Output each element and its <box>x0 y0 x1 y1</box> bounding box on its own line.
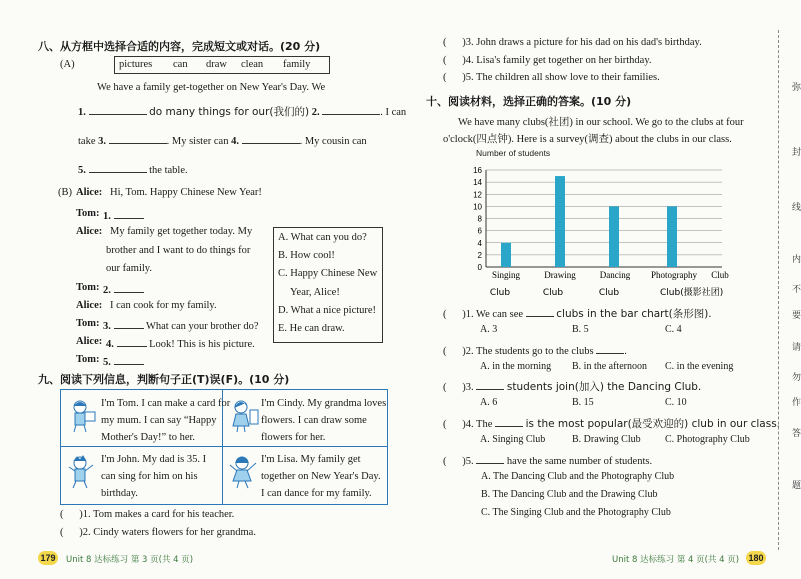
bar-dancing <box>609 206 619 267</box>
mc-q3-opt-b[interactable]: B. 15 <box>572 397 594 408</box>
chart-x-labels <box>490 270 729 298</box>
blank-number: 2. <box>311 107 320 118</box>
club-bar-chart <box>460 145 750 300</box>
mc-q5: ( )5. have the same number of students. <box>443 453 652 467</box>
page-number-right: 180 <box>746 551 766 565</box>
x-tick-label: Photography <box>651 270 697 280</box>
mc-q2-opt-c[interactable]: C. in the evening <box>665 361 734 372</box>
mc-q1-opt-c[interactable]: C. 4 <box>665 324 682 335</box>
blank-number: 1. <box>103 211 111 222</box>
answer-blank-2[interactable] <box>322 104 380 115</box>
passage-line-2 <box>78 104 406 119</box>
binding-char: 弥 <box>792 83 801 93</box>
passage-text: the table. <box>149 165 188 176</box>
tom-figure-icon <box>66 398 98 434</box>
john-figure-icon <box>66 454 98 490</box>
x-tick-label: Club(摄影社团) <box>660 288 724 298</box>
info-line: I can dance for my family. <box>261 488 372 499</box>
blank-number: 4. <box>231 136 239 147</box>
passage-text: take <box>78 136 96 147</box>
part-a-label: (A) <box>60 59 75 70</box>
y-tick-label: 4 <box>477 238 482 248</box>
dialogue-text: Look! This is his picture. <box>149 339 255 350</box>
info-line: birthday. <box>101 488 138 499</box>
mc-q3-opt-c[interactable]: C. 10 <box>665 397 687 408</box>
info-line: I'm Cindy. My grandma loves <box>261 398 387 409</box>
binding-char: 答 <box>792 429 801 439</box>
cindy-figure-icon <box>228 398 260 434</box>
binding-line <box>778 30 779 550</box>
choice-a: A. What can you do? <box>278 232 367 243</box>
dialogue-blank-3[interactable] <box>114 318 144 329</box>
mc-q5-blank[interactable] <box>476 453 504 464</box>
bar-drawing <box>555 176 565 267</box>
choice-b: B. How cool! <box>278 250 335 261</box>
info-line: I'm Lisa. My family get <box>261 454 361 465</box>
dialogue-line <box>106 336 255 350</box>
mc-q5-opt-b[interactable]: B. The Dancing Club and the Drawing Club <box>481 489 658 500</box>
footer-right: Unit 8 达标练习 第 4 页(共 4 页) <box>612 555 740 565</box>
y-tick-label: 0 <box>477 263 482 272</box>
blank-number: 2. <box>103 285 111 296</box>
y-tick-label: 10 <box>473 202 482 212</box>
mc-q3-blank[interactable] <box>476 379 504 390</box>
speaker-tom: Tom: <box>76 354 100 365</box>
word-bank-4: clean <box>241 59 264 70</box>
page-number-left: 179 <box>38 551 58 565</box>
part-b-label: (B) <box>58 187 72 198</box>
binding-char: 线 <box>792 203 801 213</box>
lisa-figure-icon <box>228 454 260 490</box>
y-tick-label: 16 <box>473 166 482 175</box>
chart-y-label: Number of students <box>476 148 551 158</box>
judge-q4[interactable]: ( )4. Lisa's family get together on her birthday. <box>443 55 652 66</box>
speaker-alice: Alice: <box>76 187 103 198</box>
choice-c-cont: Year, Alice! <box>290 287 340 298</box>
binding-char: 要 <box>792 311 801 321</box>
question-text: )5. <box>462 456 474 467</box>
x-tick-label: Club <box>489 288 511 298</box>
tom-info <box>101 395 230 446</box>
dialogue-line: I can cook for my family. <box>110 300 217 311</box>
passage-text: . My sister can <box>166 136 229 147</box>
section-9-title: 九、阅读下列信息，判断句子正(T)误(F)。(10 分) <box>38 373 290 386</box>
dialogue-blank-5[interactable] <box>114 354 144 365</box>
binding-char: 不 <box>792 285 801 295</box>
answer-blank-3[interactable] <box>109 133 167 144</box>
judge-q3[interactable]: ( )3. John draws a picture for his dad on his dad's birthday. <box>443 37 702 48</box>
binding-char: 内 <box>792 255 801 265</box>
dialogue-line <box>103 282 144 296</box>
info-line: together on New Year's Day. <box>261 471 381 482</box>
blank-number: 4. <box>106 339 114 350</box>
mc-q5-opt-c[interactable]: C. The Singing Club and the Photography Club <box>481 507 671 518</box>
mc-q5-opt-a[interactable]: A. The Dancing Club and the Photography Club <box>481 471 675 482</box>
mc-q4-blank[interactable] <box>495 416 523 427</box>
blank-number: 5. <box>78 165 86 176</box>
mc-q1-blank[interactable] <box>526 306 554 317</box>
blank-number: 3. <box>103 321 111 332</box>
dialogue-blank-1[interactable] <box>114 208 144 219</box>
binding-char: 封 <box>792 148 801 158</box>
passage-text: do many things for our(我们的) <box>149 106 310 118</box>
word-bank-2: can <box>173 59 188 70</box>
question-text: . <box>624 346 627 357</box>
dialogue-text: What can your brother do? <box>145 321 259 332</box>
mc-q4: ( )4. The is the most popular(最受欢迎的) club in our class. <box>443 418 781 430</box>
mc-q1-opt-a[interactable]: A. 3 <box>480 324 498 335</box>
answer-blank-1[interactable] <box>89 104 147 115</box>
blank-number: 5. <box>103 357 111 368</box>
footer-left: Unit 8 达标练习 第 3 页(共 4 页) <box>66 555 194 565</box>
x-tick-label: Club <box>542 288 564 298</box>
question-text: )4. Lisa's family get together on her birthday. <box>462 55 652 66</box>
dialogue-line <box>103 208 144 222</box>
choice-d: D. What a nice picture! <box>278 305 377 316</box>
question-text: have the same number of students. <box>506 456 653 467</box>
y-tick-label: 6 <box>477 226 482 236</box>
question-text: )1. We can see <box>462 309 524 320</box>
word-bank-1: pictures <box>119 59 153 70</box>
mc-q4-opt-a[interactable]: A. Singing Club <box>480 434 546 445</box>
info-line: my mum. I can say “Happy <box>101 415 217 426</box>
speaker-alice: Alice: <box>76 226 103 237</box>
judge-q1[interactable]: ( )1. Tom makes a card for his teacher. <box>60 509 235 520</box>
mc-q2-blank[interactable] <box>596 343 624 354</box>
mc-q2-opt-a[interactable]: A. in the morning <box>480 361 552 372</box>
x-tick-label: Club <box>598 288 620 298</box>
speaker-tom: Tom: <box>76 318 100 329</box>
section-10-title: 十、阅读材料，选择正确的答案。(10 分) <box>426 95 632 108</box>
dialogue-blank-2[interactable] <box>114 282 144 293</box>
passage-line-1: We have a family get-together on New Year's Day. We <box>97 82 326 93</box>
binding-char: 请 <box>792 343 801 353</box>
info-line: I'm John. My dad is 35. I <box>101 454 207 465</box>
binding-char: 作 <box>792 398 801 408</box>
question-text: )2. Cindy waters flowers for her grandma. <box>79 527 256 538</box>
word-bank-5: family <box>283 59 311 70</box>
mc-q2: ( )2. The students go to the clubs . <box>443 343 627 357</box>
binding-char: 勿 <box>792 373 801 383</box>
reading-para-2: o'clock(四点钟). Here is a survey(调查) about the clubs in our class. <box>443 134 732 145</box>
speaker-alice: Alice: <box>76 336 103 347</box>
question-text: )2. The students go to the clubs <box>462 346 594 357</box>
dialogue-line: My family get together today. My <box>110 226 253 237</box>
x-tick-label: Dancing <box>599 270 631 280</box>
mc-q1: ( )1. We can see clubs in the bar chart(条形图). <box>443 308 712 320</box>
passage-text: . My cousin can <box>299 136 367 147</box>
choice-e: E. He can draw. <box>278 323 345 334</box>
mc-q1-opt-b[interactable]: B. 5 <box>572 324 589 335</box>
passage-line-4 <box>78 162 188 176</box>
dialogue-blank-4[interactable] <box>117 336 147 347</box>
info-line: can sing for him on his <box>101 471 198 482</box>
question-text: )4. The <box>462 419 493 430</box>
lisa-info <box>261 451 381 502</box>
speaker-alice: Alice: <box>76 300 103 311</box>
mc-q2-opt-b[interactable]: B. in the afternoon <box>572 361 647 372</box>
info-line: flowers. I can draw some <box>261 415 367 426</box>
choice-c: C. Happy Chinese New <box>278 268 378 279</box>
dialogue-line <box>103 318 258 332</box>
question-text: )5. The children all show love to their families. <box>462 72 660 83</box>
question-text: is the most popular(最受欢迎的) club in our class. <box>525 418 781 430</box>
question-text: clubs in the bar chart(条形图). <box>556 308 712 320</box>
y-tick-label: 14 <box>473 178 482 188</box>
word-bank-3: draw <box>206 59 227 70</box>
passage-line-3 <box>78 133 367 147</box>
question-text: )3. John draws a picture for his dad on his dad's birthday. <box>462 37 702 48</box>
dialogue-line: brother and I want to do things for <box>106 245 251 256</box>
judge-q2[interactable]: ( )2. Cindy waters flowers for her grandma. <box>60 527 256 538</box>
john-info <box>101 451 206 502</box>
blank-number: 3. <box>98 136 106 147</box>
y-tick-label: 8 <box>477 214 482 224</box>
info-line: Mother's Day!” to her. <box>101 432 196 443</box>
cindy-info <box>261 395 386 446</box>
answer-blank-5[interactable] <box>89 162 147 173</box>
dialogue-line <box>103 354 144 368</box>
dialogue-line: our family. <box>106 263 152 274</box>
y-tick-label: 12 <box>473 190 482 200</box>
x-tick-label: Drawing <box>544 270 576 280</box>
grid-divider-h <box>60 446 387 447</box>
y-tick-label: 2 <box>477 250 482 260</box>
judge-q5[interactable]: ( )5. The children all show love to their families. <box>443 72 660 83</box>
bar-singing <box>501 243 511 267</box>
answer-blank-4[interactable] <box>242 133 300 144</box>
info-line: flowers for her. <box>261 432 326 443</box>
question-text: students join(加入) the Dancing Club. <box>506 381 702 393</box>
speaker-tom: Tom: <box>76 282 100 293</box>
mc-q4-opt-b[interactable]: B. Drawing Club <box>572 434 641 445</box>
mc-q4-opt-c[interactable]: C. Photography Club <box>665 434 750 445</box>
x-tick-label: Singing <box>491 270 521 280</box>
blank-number: 1. <box>78 107 86 118</box>
section-8-title: 八、从方框中选择合适的内容，完成短文或对话。(20 分) <box>38 40 321 53</box>
info-line: I'm Tom. I can make a card for <box>101 398 231 409</box>
bar-photography <box>667 206 677 267</box>
speaker-tom: Tom: <box>76 208 100 219</box>
chart-bars <box>501 176 677 267</box>
reading-para-1: We have many clubs(社团) in our school. We go to the clubs at four <box>458 117 744 128</box>
question-text: )3. <box>462 382 474 393</box>
dialogue-line: Hi, Tom. Happy Chinese New Year! <box>110 187 262 198</box>
passage-text: . I can <box>380 107 407 118</box>
mc-q3: ( )3. students join(加入) the Dancing Club. <box>443 381 702 393</box>
x-tick-label: Club <box>711 270 729 280</box>
binding-char: 题 <box>792 481 801 491</box>
mc-q3-opt-a[interactable]: A. 6 <box>480 397 498 408</box>
question-text: )1. Tom makes a card for his teacher. <box>79 509 235 520</box>
